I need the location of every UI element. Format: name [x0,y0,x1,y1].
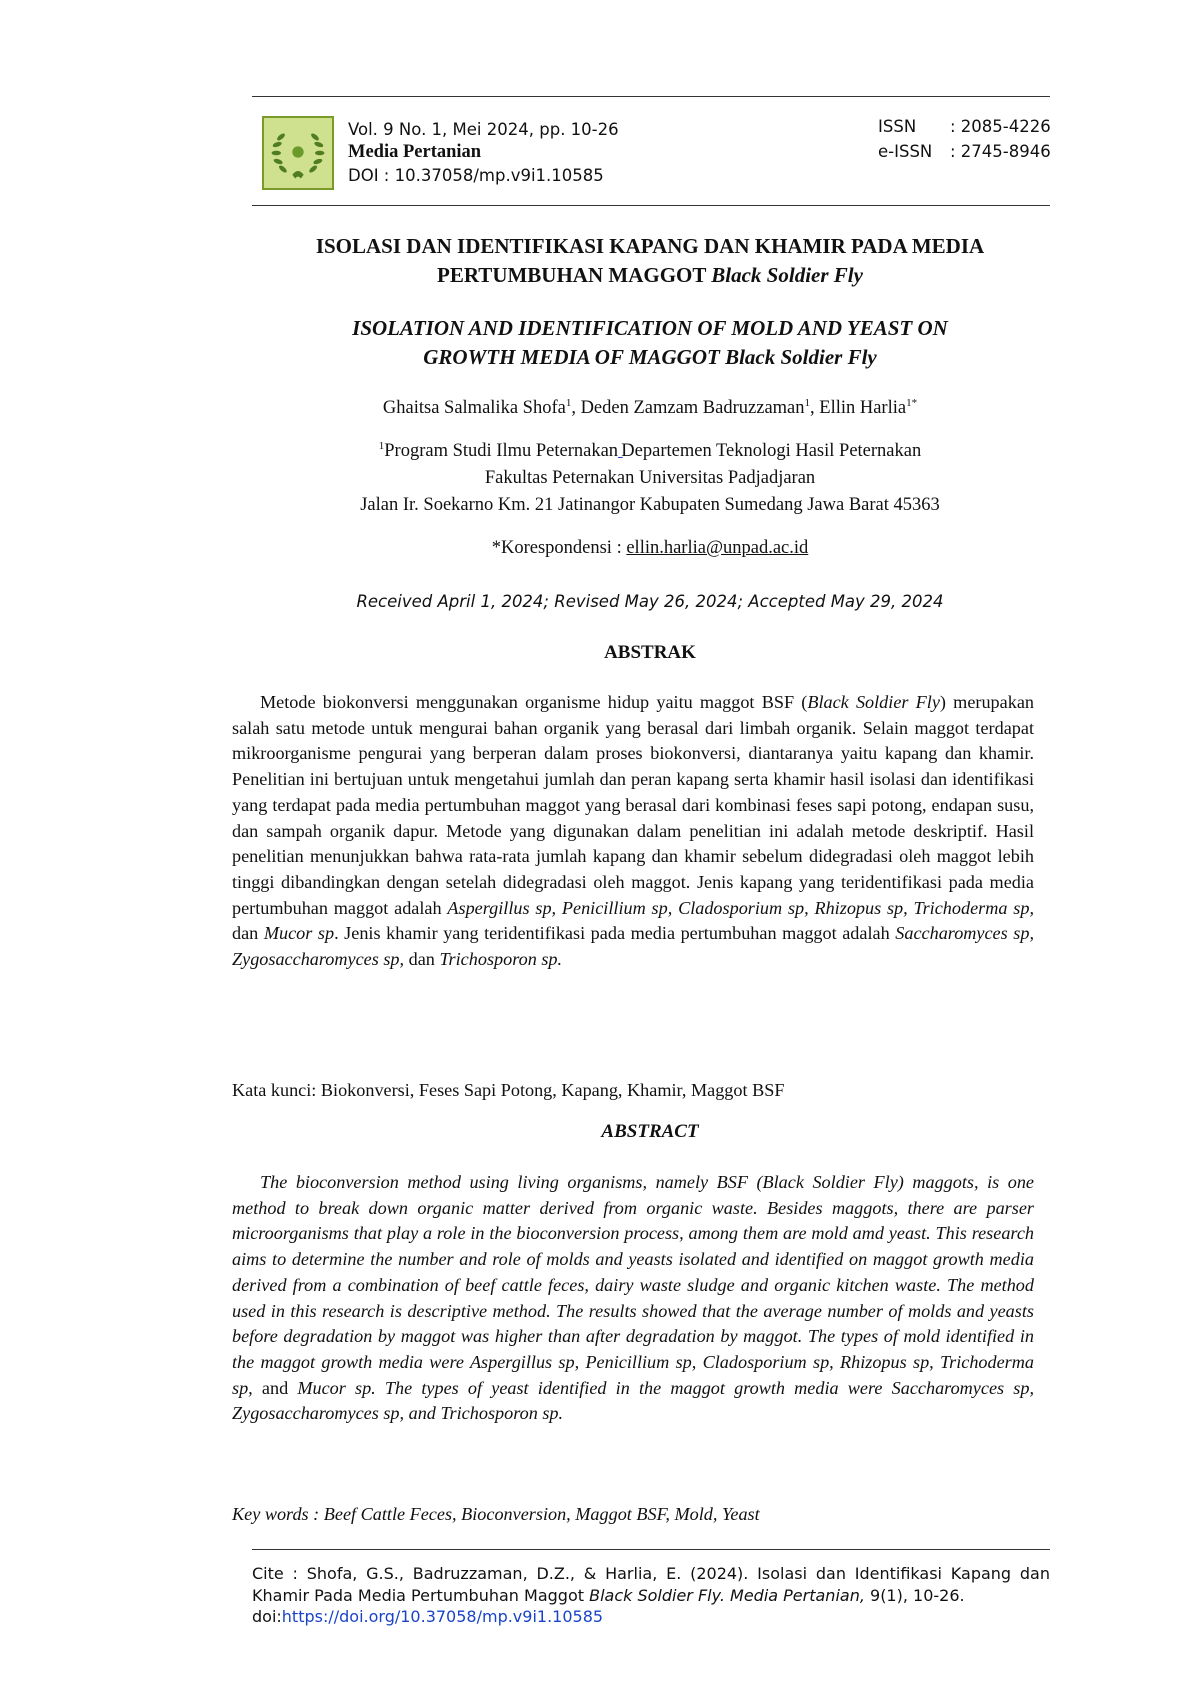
affiliation-line3: Jalan Ir. Soekarno Km. 21 Jatinangor Kabupaten Sumedang Jawa Barat 45363 [360,495,940,516]
article-dates: Received April 1, 2024; Revised May 26, 2024; Accepted May 29, 2024 [356,592,944,611]
wreath-icon [264,118,332,188]
footer-rule [252,1549,1050,1550]
title-id-line1: ISOLASI DAN IDENTIFIKASI KAPANG DAN KHAMIR PADA MEDIA [315,234,985,258]
volume-line: Vol. 9 No. 1, Mei 2024, pp. 10-26 [348,120,619,139]
eissn-value: : 2745-8946 [950,142,1051,161]
doi-line: DOI : 10.37058/mp.v9i1.10585 [348,166,604,185]
title-en-line1: ISOLATION AND IDENTIFICATION OF MOLD AND YEAST ON [352,316,948,340]
issn-block [878,114,1051,164]
abstrak-heading: ABSTRAK [604,642,696,663]
issn-value: : 2085-4226 [950,117,1051,136]
title-en-line2: GROWTH MEDIA OF MAGGOT Black Soldier Fly [423,345,877,369]
title-indonesian [232,232,1068,290]
abstract-body: The bioconversion method using living organisms, namely BSF (Black Soldier Fly) maggots, is one method to break down organic matter derived from organic waste. Besides maggots, there are parser microorganisms that play a role in the bioconversion process, among them are mold amd yeast. This research aims to determine the number and role of molds and yeasts isolated and identified on maggot growth media derived from a combination of beef cattle feces, dairy waste sludge and organic kitchen waste. The method used in this research is descriptive method. The results showed that the average number of molds and yeasts before degradation by maggot was higher than after degradation by maggot. The types of mold identified in the maggot growth media were Aspergillus sp, Penicillium sp, Cladosporium sp, Rhizopus sp, Trichoderma sp, and Mucor sp. The types of yeast identified in the maggot growth media were Saccharomyces sp, Zygosaccharomyces sp, and Trichosporon sp. [232,1172,1034,1424]
header-bottom-rule [252,205,1050,206]
title-english [232,314,1068,372]
journal-name: Media Pertanian [348,142,482,162]
journal-logo [262,116,334,190]
correspondence: *Korespondensi : ellin.harlia@unpad.ac.id [491,538,809,558]
citation: Cite : Shofa, G.S., Badruzzaman, D.Z., & Harlia, E. (2024). Isolasi dan Identifikasi Kapang dan Khamir Pada Media Pertumbuhan Maggot Black Soldier Fly. Media Pertanian, 9(1), 10-26. doi:https://doi.org/10.37058/mp.v9i1.10585 [252,1564,1050,1626]
issn-label: ISSN [878,117,917,136]
title-id-line2: PERTUMBUHAN MAGGOT Black Soldier Fly [437,263,863,287]
doi-link[interactable]: https://doi.org/10.37058/mp.v9i1.10585 [281,1607,604,1626]
journal-info [348,118,619,187]
eissn-label: e-ISSN [878,142,933,161]
correspondence-email[interactable]: ellin.harlia@unpad.ac.id [626,538,809,558]
affiliation [232,433,1068,519]
abstract-heading: ABSTRACT [601,1121,699,1142]
kata-kunci: Kata kunci: Biokonversi, Feses Sapi Potong, Kapang, Khamir, Maggot BSF [232,1080,785,1100]
key-words: Key words : Beef Cattle Feces, Bioconversion, Maggot BSF, Mold, Yeast [232,1504,760,1524]
affiliation-line2: Fakultas Peternakan Universitas Padjadjaran [484,468,816,489]
header-top-rule [252,96,1050,97]
affiliation-line1: $^1$Program Studi Ilmu Peternakan Departemen Teknologi Hasil Peternakan [378,440,922,462]
abstrak-body: Metode biokonversi menggunakan organisme hidup yaitu maggot BSF (Black Soldier Fly) merupakan salah satu metode untuk mengurai bahan organik yang berasal dari limbah organik. Selain maggot terdapat mikroorganisme pengurai yang berperan dalam proses biokonversi, diantaranya yaitu kapang dan khamir. Penelitian ini bertujuan untuk mengetahui jumlah dan peran kapang serta khamir hasil isolasi dan identifikasi yang terdapat pada media pertumbuhan maggot yang berasal dari kombinasi feses sapi potong, endapan susu, dan sampah organik dapur. Metode yang digunakan dalam penelitian ini adalah metode deskriptif. Hasil penelitian menunjukkan bahwa rata-rata jumlah kapang dan khamir sebelum didegradasi oleh maggot lebih tinggi dibandingkan dengan setelah didegradasi oleh maggot. Jenis kapang yang teridentifikasi pada media pertumbuhan maggot adalah Aspergillus sp, Penicillium sp, Cladosporium sp, Rhizopus sp, Trichoderma sp, dan Mucor sp. Jenis khamir yang teridentifikasi pada media pertumbuhan maggot adalah Saccharomyces sp, Zygosaccharomyces sp, dan Trichosporon sp. [232,692,1034,970]
author-list: Ghaitsa Salmalika Shofa$^1$, Deden Zamzam Badruzzaman$^1$, Ellin Harlia$^{1*}$ [382,397,918,419]
